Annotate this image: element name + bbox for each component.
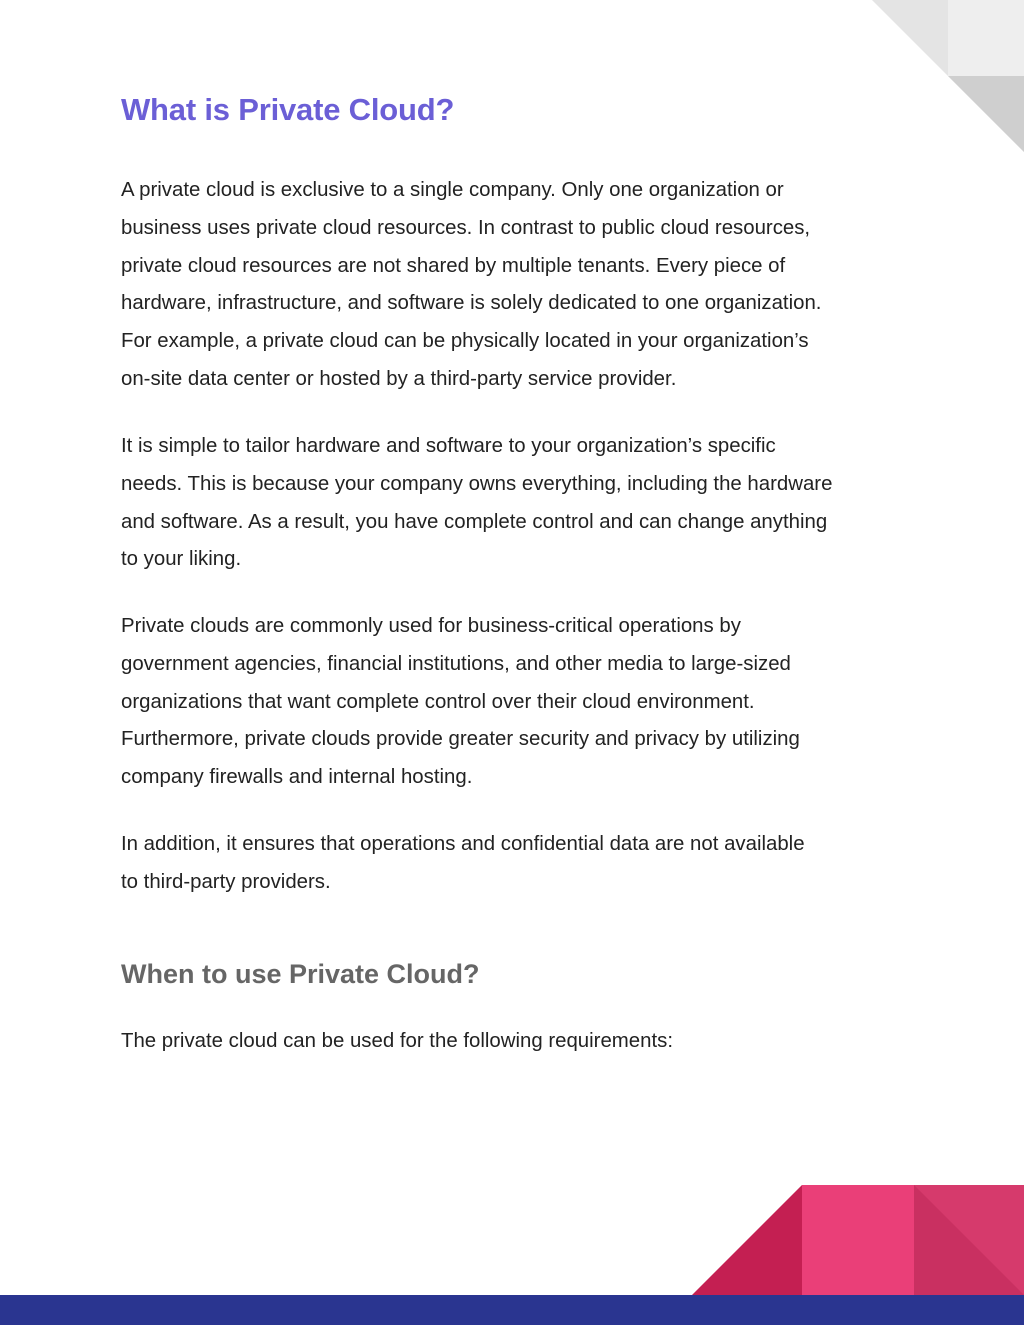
paragraph-requirements-intro (121, 1023, 911, 1061)
text-line: company firewalls and internal hosting. (121, 766, 473, 789)
text-line: and software. As a result, you have complete control and can change anything (121, 510, 828, 533)
text-line: Private clouds are commonly used for business-critical operations by (121, 615, 741, 637)
text-line: organizations that want complete control over their cloud environment. (121, 690, 755, 713)
text-line: hardware, infrastructure, and software is solely dedicated to one organization. (121, 292, 822, 315)
page-title: What is Private Cloud? (121, 92, 455, 127)
paragraph-use-cases (121, 608, 911, 797)
text-line: business uses private cloud resources. In contrast to public cloud resources, (121, 216, 811, 239)
text-line: government agencies, financial institutions, and other media to large-sized (121, 652, 791, 675)
text-line: The private cloud can be used for the following requirements: (121, 1030, 673, 1052)
footer-bar (0, 1295, 1024, 1325)
text-line: In addition, it ensures that operations and confidential data are not available (121, 833, 805, 855)
paragraph-customization (121, 428, 911, 579)
text-line: to third-party providers. (121, 870, 331, 893)
corner-fold-lighter (948, 0, 1024, 76)
text-line: Furthermore, private clouds provide greater security and privacy by utilizing (121, 728, 800, 751)
text-line: to your liking. (121, 548, 242, 571)
paragraph-confidentiality (121, 826, 911, 902)
corner-decoration-top (872, 0, 1024, 152)
text-line: private cloud resources are not shared by multiple tenants. Every piece of (121, 254, 786, 277)
paragraph-definition (121, 172, 911, 399)
accent-triangle-crimson (692, 1185, 802, 1295)
text-line: For example, a private cloud can be physically located in your organization’s (121, 330, 809, 353)
text-line: It is simple to tailor hardware and software to your organization’s specific (121, 435, 776, 457)
text-line: A private cloud is exclusive to a single company. Only one organization or (121, 179, 784, 201)
accent-block-pink (802, 1185, 914, 1295)
text-line: on-site data center or hosted by a third-party service provider. (121, 367, 677, 390)
corner-decoration-bottom (692, 1185, 1024, 1295)
section-heading: When to use Private Cloud? (121, 959, 480, 989)
text-line: needs. This is because your company owns everything, including the hardware (121, 472, 833, 495)
corner-fold-mid (948, 76, 1024, 152)
